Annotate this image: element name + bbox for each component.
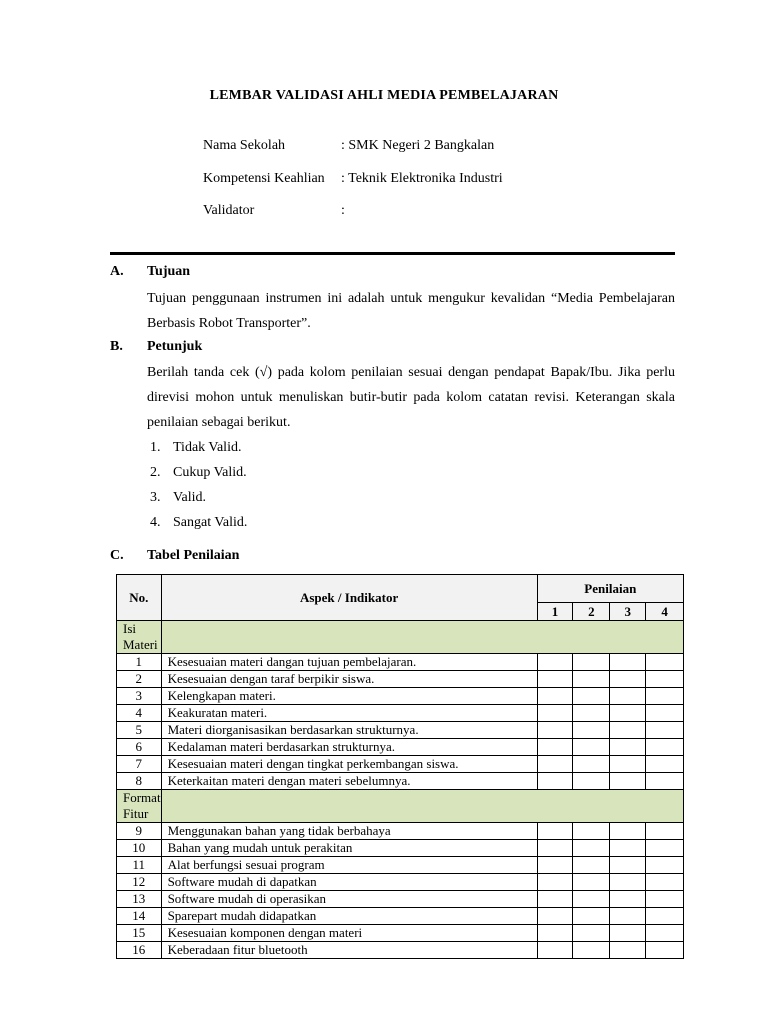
item-indicator: Menggunakan bahan yang tidak berbahaya (161, 823, 537, 840)
item-indicator: Materi diorganisasikan berdasarkan strukturnya. (161, 722, 537, 739)
score-cell-4[interactable] (646, 722, 684, 739)
score-cell-1[interactable] (537, 705, 573, 722)
item-indicator: Software mudah di dapatkan (161, 874, 537, 891)
score-cell-3[interactable] (610, 891, 646, 908)
score-cell-2[interactable] (573, 857, 610, 874)
score-cell-4[interactable] (646, 840, 684, 857)
score-cell-2[interactable] (573, 739, 610, 756)
score-cell-1[interactable] (537, 925, 573, 942)
category-fill (161, 621, 683, 654)
item-number: 14 (117, 908, 162, 925)
score-cell-2[interactable] (573, 654, 610, 671)
section-c-heading (110, 548, 239, 564)
item-indicator: Bahan yang mudah untuk perakitan (161, 840, 537, 857)
section-a-text: Tujuan penggunaan instrumen ini adalah untuk mengukur kevalidan “Media Pembelajaran Berbasis Robot Transporter”. (147, 291, 675, 331)
score-cell-2[interactable] (573, 688, 610, 705)
category-row (117, 790, 684, 823)
item-number: 6 (117, 739, 162, 756)
section-letter: B. (110, 339, 123, 354)
meta-value: : Teknik Elektronika Industri (341, 171, 503, 186)
item-number: 10 (117, 840, 162, 857)
item-number: 16 (117, 942, 162, 959)
score-cell-2[interactable] (573, 942, 610, 959)
score-cell-3[interactable] (610, 942, 646, 959)
section-b-heading (110, 339, 202, 355)
score-cell-3[interactable] (610, 671, 646, 688)
item-indicator: Software mudah di operasikan (161, 891, 537, 908)
section-title: Tujuan (147, 264, 191, 279)
score-cell-3[interactable] (610, 925, 646, 942)
item-indicator: Kesesuaian materi dangan tujuan pembelajaran. (161, 654, 537, 671)
score-cell-2[interactable] (573, 823, 610, 840)
table-row (117, 823, 684, 840)
category-label: Isi Materi (117, 621, 162, 654)
item-number: 3 (117, 688, 162, 705)
score-cell-3[interactable] (610, 773, 646, 790)
score-cell-4[interactable] (646, 874, 684, 891)
score-cell-1[interactable] (537, 857, 573, 874)
item-number: 8 (117, 773, 162, 790)
item-indicator: Kelengkapan materi. (161, 688, 537, 705)
table-row (117, 654, 684, 671)
score-cell-4[interactable] (646, 705, 684, 722)
score-cell-4[interactable] (646, 671, 684, 688)
score-cell-3[interactable] (610, 654, 646, 671)
meta-value: : (341, 203, 345, 218)
score-cell-4[interactable] (646, 857, 684, 874)
score-cell-2[interactable] (573, 756, 610, 773)
item-indicator: Keakuratan materi. (161, 705, 537, 722)
score-cell-4[interactable] (646, 908, 684, 925)
item-number: 4 (117, 705, 162, 722)
score-cell-3[interactable] (610, 857, 646, 874)
score-cell-4[interactable] (646, 688, 684, 705)
header-rating: Penilaian (537, 575, 683, 603)
score-cell-2[interactable] (573, 705, 610, 722)
section-b-text: Berilah tanda cek (√) pada kolom penilaian sesuai dengan pendapat Bapak/Ibu. Jika perlu direvisi mohon untuk menuliskan butir-butir pada kolom catatan revisi. Keterangan skala penilaian sebagai berikut. (147, 365, 675, 430)
score-cell-1[interactable] (537, 908, 573, 925)
score-cell-4[interactable] (646, 891, 684, 908)
table-body (117, 621, 684, 959)
score-cell-3[interactable] (610, 739, 646, 756)
score-cell-1[interactable] (537, 739, 573, 756)
meta-row-validator (203, 203, 345, 219)
score-cell-1[interactable] (537, 840, 573, 857)
item-indicator: Kesesuaian komponen dengan materi (161, 925, 537, 942)
item-number: 1 (117, 654, 162, 671)
item-number: 11 (117, 857, 162, 874)
meta-row-competency (203, 171, 503, 187)
table-row (117, 908, 684, 925)
item-number: 15 (117, 925, 162, 942)
scale-item: 4. Sangat Valid. (150, 515, 248, 530)
item-indicator: Keterkaitan materi dengan materi sebelumnya. (161, 773, 537, 790)
score-cell-4[interactable] (646, 654, 684, 671)
category-fill (161, 790, 683, 823)
header-score-4: 4 (646, 603, 684, 621)
header-no: No. (117, 575, 162, 621)
score-cell-3[interactable] (610, 688, 646, 705)
section-letter: A. (110, 264, 124, 279)
score-cell-1[interactable] (537, 756, 573, 773)
score-cell-1[interactable] (537, 891, 573, 908)
table-row (117, 857, 684, 874)
table-row (117, 840, 684, 857)
score-cell-3[interactable] (610, 908, 646, 925)
meta-label: Kompetensi Keahlian (203, 171, 325, 186)
meta-row-school (203, 138, 494, 154)
score-cell-3[interactable] (610, 722, 646, 739)
score-cell-1[interactable] (537, 688, 573, 705)
item-indicator: Alat berfungsi sesuai program (161, 857, 537, 874)
item-number: 12 (117, 874, 162, 891)
section-letter: C. (110, 548, 124, 563)
score-cell-3[interactable] (610, 756, 646, 773)
score-cell-4[interactable] (646, 823, 684, 840)
table-row (117, 739, 684, 756)
item-number: 2 (117, 671, 162, 688)
score-cell-3[interactable] (610, 705, 646, 722)
scale-item: 3. Valid. (150, 490, 207, 505)
header-score-3: 3 (610, 603, 646, 621)
score-cell-3[interactable] (610, 874, 646, 891)
item-number: 7 (117, 756, 162, 773)
header-aspect: Aspek / Indikator (161, 575, 537, 621)
table-row (117, 942, 684, 959)
item-indicator: Kesesuaian dengan taraf berpikir siswa. (161, 671, 537, 688)
section-title: Petunjuk (147, 339, 203, 354)
table-row (117, 705, 684, 722)
meta-value: : SMK Negeri 2 Bangkalan (341, 138, 495, 153)
category-row (117, 621, 684, 654)
score-cell-2[interactable] (573, 908, 610, 925)
item-indicator: Keberadaan fitur bluetooth (161, 942, 537, 959)
table-row (117, 874, 684, 891)
score-cell-1[interactable] (537, 874, 573, 891)
meta-label: Nama Sekolah (203, 138, 286, 153)
item-number: 13 (117, 891, 162, 908)
table-row (117, 756, 684, 773)
table-row (117, 671, 684, 688)
score-cell-2[interactable] (573, 840, 610, 857)
table-row (117, 688, 684, 705)
item-indicator: Kedalaman materi berdasarkan strukturnya. (161, 739, 537, 756)
table-row (117, 722, 684, 739)
score-cell-2[interactable] (573, 874, 610, 891)
score-cell-1[interactable] (537, 942, 573, 959)
score-cell-1[interactable] (537, 773, 573, 790)
category-label: Format Fitur (117, 790, 162, 823)
scale-item: 2. Cukup Valid. (150, 465, 247, 480)
score-cell-3[interactable] (610, 840, 646, 857)
scale-item: 1. Tidak Valid. (150, 440, 242, 455)
score-cell-2[interactable] (573, 722, 610, 739)
score-cell-2[interactable] (573, 891, 610, 908)
score-cell-1[interactable] (537, 722, 573, 739)
score-cell-2[interactable] (573, 671, 610, 688)
item-number: 9 (117, 823, 162, 840)
header-score-1: 1 (537, 603, 573, 621)
item-indicator: Sparepart mudah didapatkan (161, 908, 537, 925)
score-cell-1[interactable] (537, 654, 573, 671)
header-divider (110, 252, 675, 255)
score-cell-2[interactable] (573, 925, 610, 942)
score-cell-4[interactable] (646, 739, 684, 756)
table-row (117, 773, 684, 790)
assessment-table (116, 574, 684, 959)
score-cell-1[interactable] (537, 671, 573, 688)
score-cell-4[interactable] (646, 756, 684, 773)
score-cell-4[interactable] (646, 773, 684, 790)
section-title: Tabel Penilaian (147, 548, 240, 563)
meta-label: Validator (203, 203, 255, 218)
score-cell-4[interactable] (646, 925, 684, 942)
table-row (117, 891, 684, 908)
section-a-heading (110, 264, 190, 280)
item-indicator: Kesesuaian materi dengan tingkat perkembangan siswa. (161, 756, 537, 773)
item-number: 5 (117, 722, 162, 739)
score-cell-3[interactable] (610, 823, 646, 840)
table-row (117, 925, 684, 942)
document-title: LEMBAR VALIDASI AHLI MEDIA PEMBELAJARAN (209, 88, 559, 103)
header-score-2: 2 (573, 603, 610, 621)
score-cell-4[interactable] (646, 942, 684, 959)
score-cell-1[interactable] (537, 823, 573, 840)
score-cell-2[interactable] (573, 773, 610, 790)
